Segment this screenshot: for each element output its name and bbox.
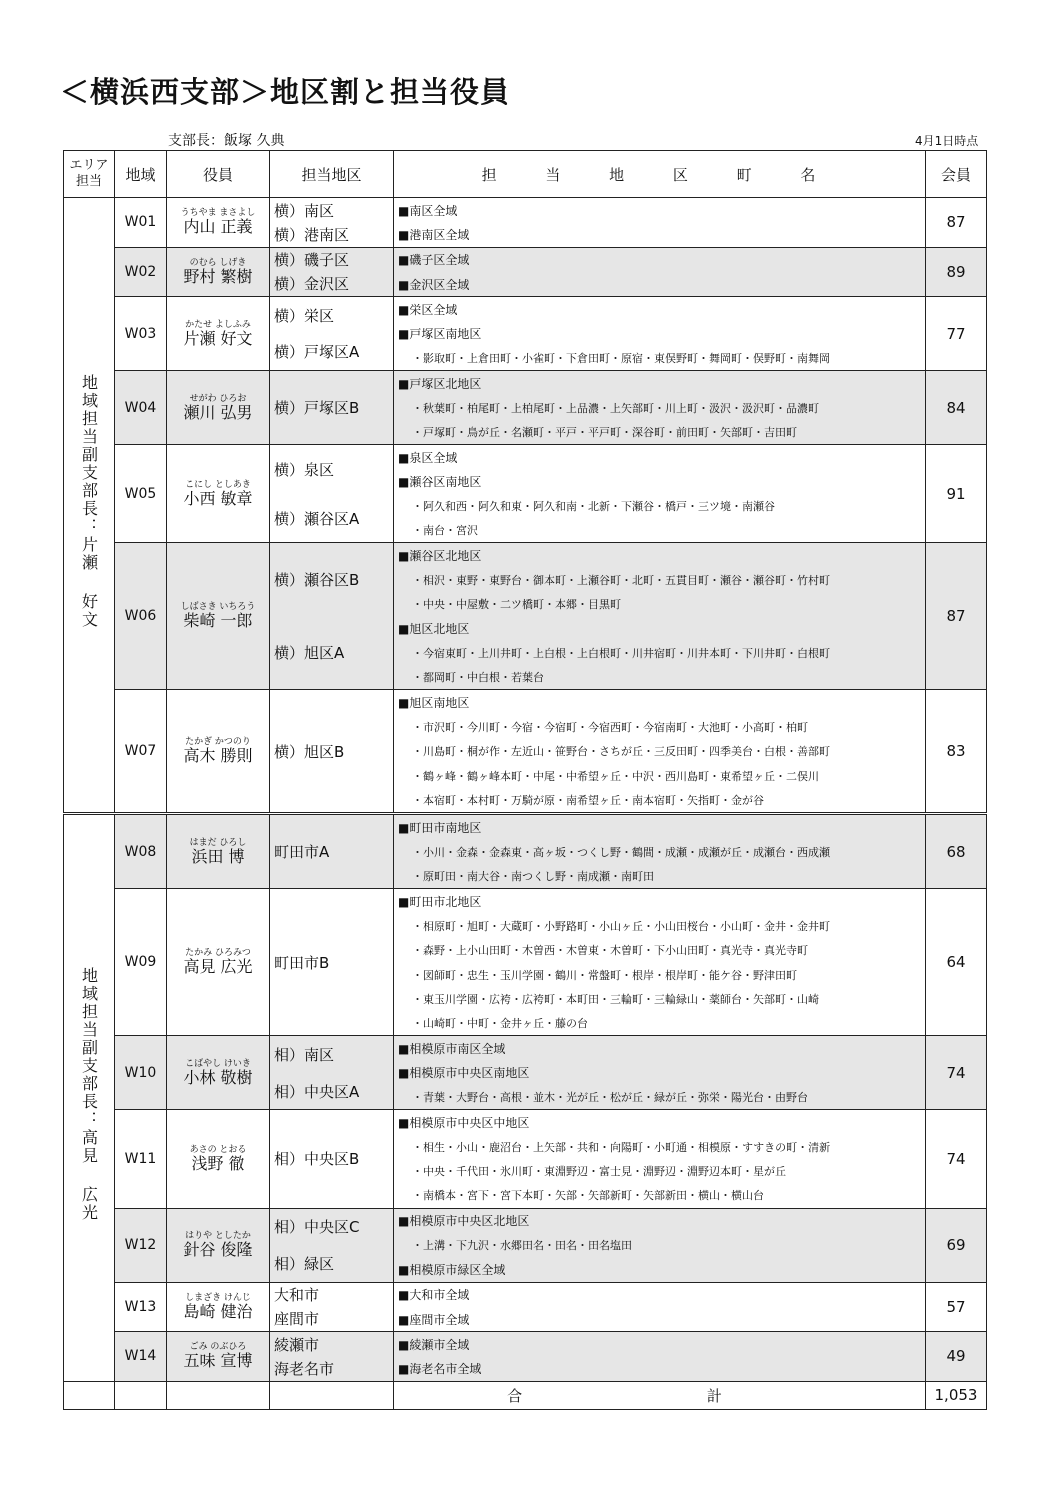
member-count: 87 bbox=[926, 198, 987, 248]
region-code: W14 bbox=[115, 1332, 167, 1382]
district-name: 横）栄区 bbox=[274, 306, 335, 325]
district-name: 町田市B bbox=[274, 953, 330, 972]
officer-cell bbox=[167, 889, 270, 1036]
area-label: 地域担当副支部長：片瀬 好文 bbox=[79, 374, 99, 630]
officer-name: 浜田 博 bbox=[191, 846, 245, 866]
town-list: ・相原町・旭町・大蔵町・小野路町・小山ヶ丘・小山田桜台・小山町・金井・金井町 bbox=[412, 919, 830, 933]
region-code: W06 bbox=[115, 543, 167, 690]
district-heading: ■大和市全域 bbox=[398, 1288, 470, 1303]
officer-kana: しまざき けんじ bbox=[185, 1292, 251, 1303]
officer-cell bbox=[167, 247, 270, 297]
town-list: ・今宿東町・上川井町・上白根・上白根町・川井宿町・川井本町・下川井町・白根町 bbox=[412, 646, 830, 660]
town-list: ・影取町・上倉田町・小雀町・下倉田町・原宿・東俣野町・舞岡町・俣野町・南舞岡 bbox=[412, 351, 830, 365]
region-code: W07 bbox=[115, 690, 167, 814]
officer-name: 島崎 健治 bbox=[183, 1301, 253, 1321]
town-list: ・森野・上小山田町・木曽西・木曽東・木曽町・下小山田町・真光寺・真光寺町 bbox=[412, 944, 808, 958]
town-list: ・阿久和西・阿久和東・阿久和南・北新・下瀬谷・橋戸・三ツ境・南瀬谷 bbox=[412, 499, 775, 513]
district-heading: ■泉区全域 bbox=[398, 450, 458, 465]
officer-name: 高見 広光 bbox=[183, 957, 253, 977]
district-cell bbox=[270, 198, 394, 248]
towns-cell bbox=[394, 814, 926, 889]
page-title: ＜横浜西支部＞地区割と担当役員 bbox=[60, 75, 511, 109]
district-name: 横）磯子区 bbox=[274, 251, 350, 270]
officer-cell bbox=[167, 198, 270, 248]
region-code: W10 bbox=[115, 1036, 167, 1110]
member-count: 74 bbox=[926, 1110, 987, 1208]
town-list: ・東玉川学園・広袴・広袴町・本町田・三輪町・三輪緑山・薬師台・矢部町・山崎 bbox=[412, 992, 819, 1006]
district-heading: ■金沢区全域 bbox=[398, 277, 470, 292]
table-row bbox=[64, 445, 987, 543]
town-list: ・戸塚町・鳥が丘・名瀬町・平戸・平戸町・深谷町・前田町・矢部町・吉田町 bbox=[412, 425, 797, 439]
district-heading: ■相模原市緑区全域 bbox=[398, 1262, 506, 1277]
officer-name: 柴崎 一郎 bbox=[183, 611, 253, 631]
district-name: 横）戸塚区B bbox=[274, 399, 360, 418]
member-count: 77 bbox=[926, 297, 987, 371]
officer-name: 片瀬 好文 bbox=[183, 328, 253, 348]
town-list: ・鶴ヶ峰・鶴ヶ峰本町・中尾・中希望ヶ丘・中沢・西川島町・東希望ヶ丘・二俣川 bbox=[412, 769, 819, 783]
empty-cell bbox=[115, 1381, 167, 1409]
district-cell bbox=[270, 889, 394, 1036]
area-cell bbox=[64, 814, 115, 1381]
total-row bbox=[64, 1381, 987, 1409]
officer-cell bbox=[167, 1332, 270, 1382]
total-label: 合 計 bbox=[394, 1381, 926, 1409]
officer-cell bbox=[167, 690, 270, 814]
towns-cell bbox=[394, 1110, 926, 1208]
col-officer: 役員 bbox=[167, 151, 270, 198]
town-list: ・青葉・大野台・高根・並木・光が丘・松が丘・緑が丘・弥栄・陽光台・由野台 bbox=[412, 1091, 808, 1105]
town-list: ・南台・宮沢 bbox=[412, 524, 478, 538]
col-district: 担当地区 bbox=[270, 151, 394, 198]
district-cell bbox=[270, 543, 394, 690]
col-members: 会員 bbox=[926, 151, 987, 198]
district-name: 相）中央区A bbox=[274, 1082, 360, 1101]
region-code: W13 bbox=[115, 1282, 167, 1332]
member-count: 68 bbox=[926, 814, 987, 889]
district-name: 相）中央区B bbox=[274, 1150, 360, 1169]
district-heading: ■相模原市中央区南地区 bbox=[398, 1066, 530, 1081]
officer-name: 内山 正義 bbox=[183, 217, 253, 237]
officer-cell bbox=[167, 814, 270, 889]
officer-kana: はまだ ひろし bbox=[189, 837, 247, 848]
officer-kana: たかぎ かつのり bbox=[185, 737, 251, 748]
member-count: 83 bbox=[926, 690, 987, 814]
towns-cell bbox=[394, 889, 926, 1036]
district-heading: ■海老名市全域 bbox=[398, 1362, 482, 1377]
table-row bbox=[64, 1036, 987, 1110]
district-heading: ■南区全域 bbox=[398, 203, 458, 218]
officer-kana: はりや としたか bbox=[185, 1231, 251, 1242]
district-heading: ■相模原市中央区北地区 bbox=[398, 1214, 530, 1229]
town-list: ・相生・小山・鹿沼台・上矢部・共和・向陽町・小町通・相模原・すすきの町・清新 bbox=[412, 1140, 831, 1154]
district-heading: ■瀬谷区北地区 bbox=[398, 549, 482, 564]
towns-cell bbox=[394, 690, 926, 814]
district-name: 海老名市 bbox=[274, 1359, 335, 1378]
district-cell bbox=[270, 1332, 394, 1382]
officer-cell bbox=[167, 297, 270, 371]
officer-cell bbox=[167, 1110, 270, 1208]
district-heading: ■町田市北地区 bbox=[398, 895, 482, 910]
district-name: 横）瀬谷区B bbox=[274, 571, 360, 590]
district-name: 相）南区 bbox=[274, 1046, 335, 1065]
towns-cell bbox=[394, 198, 926, 248]
region-code: W03 bbox=[115, 297, 167, 371]
officer-kana: のむら しげき bbox=[189, 257, 247, 268]
region-code: W12 bbox=[115, 1208, 167, 1282]
header-row bbox=[64, 151, 987, 198]
table-row bbox=[64, 198, 987, 248]
member-count: 87 bbox=[926, 543, 987, 690]
total-value: 1,053 bbox=[926, 1381, 987, 1409]
table-row bbox=[64, 690, 987, 814]
officer-kana: しばさき いちろう bbox=[180, 602, 256, 613]
district-name: 横）南区 bbox=[274, 201, 335, 220]
district-name: 横）港南区 bbox=[274, 225, 350, 244]
col-towns: 担 当 地 区 町 名 bbox=[394, 151, 926, 198]
district-name: 横）旭区B bbox=[274, 742, 345, 761]
member-count: 64 bbox=[926, 889, 987, 1036]
member-count: 49 bbox=[926, 1332, 987, 1382]
table-row bbox=[64, 247, 987, 297]
district-cell bbox=[270, 1036, 394, 1110]
district-name: 横）金沢区 bbox=[274, 275, 350, 294]
district-heading: ■旭区南地区 bbox=[398, 696, 470, 711]
district-cell bbox=[270, 297, 394, 371]
district-heading: ■相模原市中央区中地区 bbox=[398, 1116, 530, 1131]
district-cell bbox=[270, 1208, 394, 1282]
towns-cell bbox=[394, 543, 926, 690]
officer-cell bbox=[167, 445, 270, 543]
towns-cell bbox=[394, 445, 926, 543]
officer-kana: ごみ のぶひろ bbox=[189, 1342, 247, 1353]
officer-name: 浅野 徹 bbox=[191, 1153, 245, 1173]
empty-cell bbox=[167, 1381, 270, 1409]
district-heading: ■戸塚区南地区 bbox=[398, 327, 482, 342]
member-count: 69 bbox=[926, 1208, 987, 1282]
district-table bbox=[63, 150, 987, 1410]
branch-head: 支部長：飯塚 久典 bbox=[168, 133, 285, 149]
district-name: 相）緑区 bbox=[274, 1254, 335, 1273]
officer-name: 五味 宣博 bbox=[183, 1351, 253, 1371]
district-cell bbox=[270, 814, 394, 889]
table-row bbox=[64, 1332, 987, 1382]
officer-kana: かたせ よしふみ bbox=[185, 319, 251, 330]
district-name: 横）旭区A bbox=[274, 644, 345, 663]
table-row bbox=[64, 1282, 987, 1332]
district-heading: ■綾瀬市全域 bbox=[398, 1337, 470, 1352]
district-cell bbox=[270, 1110, 394, 1208]
district-cell bbox=[270, 690, 394, 814]
town-list: ・秋葉町・柏尾町・上柏尾町・上品濃・上矢部町・川上町・汲沢・汲沢町・品濃町 bbox=[412, 401, 819, 415]
area-cell bbox=[64, 198, 115, 814]
towns-cell bbox=[394, 247, 926, 297]
empty-cell bbox=[270, 1381, 394, 1409]
town-list: ・図師町・忠生・玉川学園・鶴川・常盤町・根岸・根岸町・能ケ谷・野津田町 bbox=[412, 968, 797, 982]
region-code: W01 bbox=[115, 198, 167, 248]
member-count: 74 bbox=[926, 1036, 987, 1110]
town-list: ・市沢町・今川町・今宿・今宿町・今宿西町・今宿南町・大池町・小高町・柏町 bbox=[412, 721, 808, 735]
table-row bbox=[64, 543, 987, 690]
towns-cell bbox=[394, 371, 926, 445]
officer-name: 高木 勝則 bbox=[183, 746, 253, 766]
empty-cell bbox=[64, 1381, 115, 1409]
officer-cell bbox=[167, 1036, 270, 1110]
officer-kana: せがわ ひろお bbox=[189, 393, 247, 404]
area-label: 地域担当副支部長：高見 広光 bbox=[79, 967, 99, 1223]
member-count: 57 bbox=[926, 1282, 987, 1332]
member-count: 89 bbox=[926, 247, 987, 297]
town-list: ・小川・金森・金森東・高ヶ坂・つくし野・鶴間・成瀬・成瀬が丘・成瀬台・西成瀬 bbox=[412, 845, 830, 859]
region-code: W05 bbox=[115, 445, 167, 543]
region-code: W11 bbox=[115, 1110, 167, 1208]
officer-name: 針谷 俊隆 bbox=[183, 1240, 253, 1260]
member-count: 91 bbox=[926, 445, 987, 543]
town-list: ・南橋本・宮下・宮下本町・矢部・矢部新町・矢部新田・横山・横山台 bbox=[412, 1189, 764, 1203]
district-cell bbox=[270, 1282, 394, 1332]
district-heading: ■戸塚区北地区 bbox=[398, 376, 482, 391]
region-code: W09 bbox=[115, 889, 167, 1036]
table-row bbox=[64, 889, 987, 1036]
table-row bbox=[64, 297, 987, 371]
towns-cell bbox=[394, 1208, 926, 1282]
officer-name: 瀬川 弘男 bbox=[183, 402, 253, 422]
district-cell bbox=[270, 247, 394, 297]
officer-cell bbox=[167, 1282, 270, 1332]
towns-cell bbox=[394, 1332, 926, 1382]
town-list: ・中央・千代田・氷川町・東淵野辺・富士見・淵野辺・淵野辺本町・星が丘 bbox=[412, 1165, 786, 1179]
town-list: ・相沢・東野・東野台・御本町・上瀬谷町・北町・五貫目町・瀬谷・瀬谷町・竹村町 bbox=[412, 573, 830, 587]
district-heading: ■相模原市南区全域 bbox=[398, 1042, 506, 1057]
town-list: ・原町田・南大谷・南つくし野・南成瀬・南町田 bbox=[412, 870, 654, 884]
district-name: 座間市 bbox=[274, 1310, 320, 1329]
district-heading: ■栄区全域 bbox=[398, 302, 458, 317]
member-count: 84 bbox=[926, 371, 987, 445]
table-row bbox=[64, 1110, 987, 1208]
district-heading: ■町田市南地区 bbox=[398, 821, 482, 836]
col-area: エリア 担当 bbox=[64, 151, 115, 198]
officer-kana: あさの とおる bbox=[189, 1144, 247, 1155]
district-cell bbox=[270, 445, 394, 543]
officer-name: 小林 敬樹 bbox=[183, 1067, 253, 1087]
towns-cell bbox=[394, 297, 926, 371]
district-name: 横）瀬谷区A bbox=[274, 509, 360, 528]
as-of-date: 4月1日時点 bbox=[915, 134, 979, 148]
town-list: ・本宿町・本村町・万騎が原・南希望ヶ丘・南本宿町・矢指町・金が谷 bbox=[412, 793, 764, 807]
district-heading: ■座間市全域 bbox=[398, 1312, 470, 1327]
town-list: ・中央・中屋敷・二ツ橋町・本郷・目黒町 bbox=[412, 598, 621, 612]
towns-cell bbox=[394, 1036, 926, 1110]
officer-kana: うちやま まさよし bbox=[180, 208, 256, 219]
district-name: 綾瀬市 bbox=[274, 1335, 320, 1354]
region-code: W08 bbox=[115, 814, 167, 889]
officer-cell bbox=[167, 1208, 270, 1282]
officer-kana: こにし としあき bbox=[185, 479, 251, 490]
col-region: 地域 bbox=[115, 151, 167, 198]
district-cell bbox=[270, 371, 394, 445]
officer-kana: こばやし けいき bbox=[185, 1058, 251, 1069]
district-name: 相）中央区C bbox=[274, 1218, 360, 1237]
district-name: 町田市A bbox=[274, 843, 330, 862]
district-heading: ■港南区全域 bbox=[398, 227, 470, 242]
town-list: ・山崎町・中町・金井ヶ丘・藤の台 bbox=[412, 1017, 588, 1031]
district-heading: ■旭区北地区 bbox=[398, 622, 470, 637]
town-list: ・都岡町・中白根・若葉台 bbox=[412, 671, 544, 685]
officer-kana: たかみ ひろみつ bbox=[185, 948, 251, 959]
officer-name: 小西 敏章 bbox=[183, 488, 253, 508]
table-row bbox=[64, 814, 987, 889]
table-row bbox=[64, 1208, 987, 1282]
region-code: W02 bbox=[115, 247, 167, 297]
officer-name: 野村 繁樹 bbox=[183, 266, 253, 286]
table-row bbox=[64, 371, 987, 445]
officer-cell bbox=[167, 371, 270, 445]
officer-cell bbox=[167, 543, 270, 690]
town-list: ・川島町・桐が作・左近山・笹野台・さちが丘・三反田町・四季美台・白根・善部町 bbox=[412, 745, 830, 759]
district-name: 横）戸塚区A bbox=[274, 343, 360, 362]
district-heading: ■磯子区全域 bbox=[398, 253, 470, 268]
district-heading: ■瀬谷区南地区 bbox=[398, 475, 482, 490]
towns-cell bbox=[394, 1282, 926, 1332]
district-name: 横）泉区 bbox=[274, 461, 335, 480]
district-name: 大和市 bbox=[274, 1286, 320, 1305]
town-list: ・上溝・下九沢・水郷田名・田名・田名塩田 bbox=[412, 1239, 632, 1253]
region-code: W04 bbox=[115, 371, 167, 445]
